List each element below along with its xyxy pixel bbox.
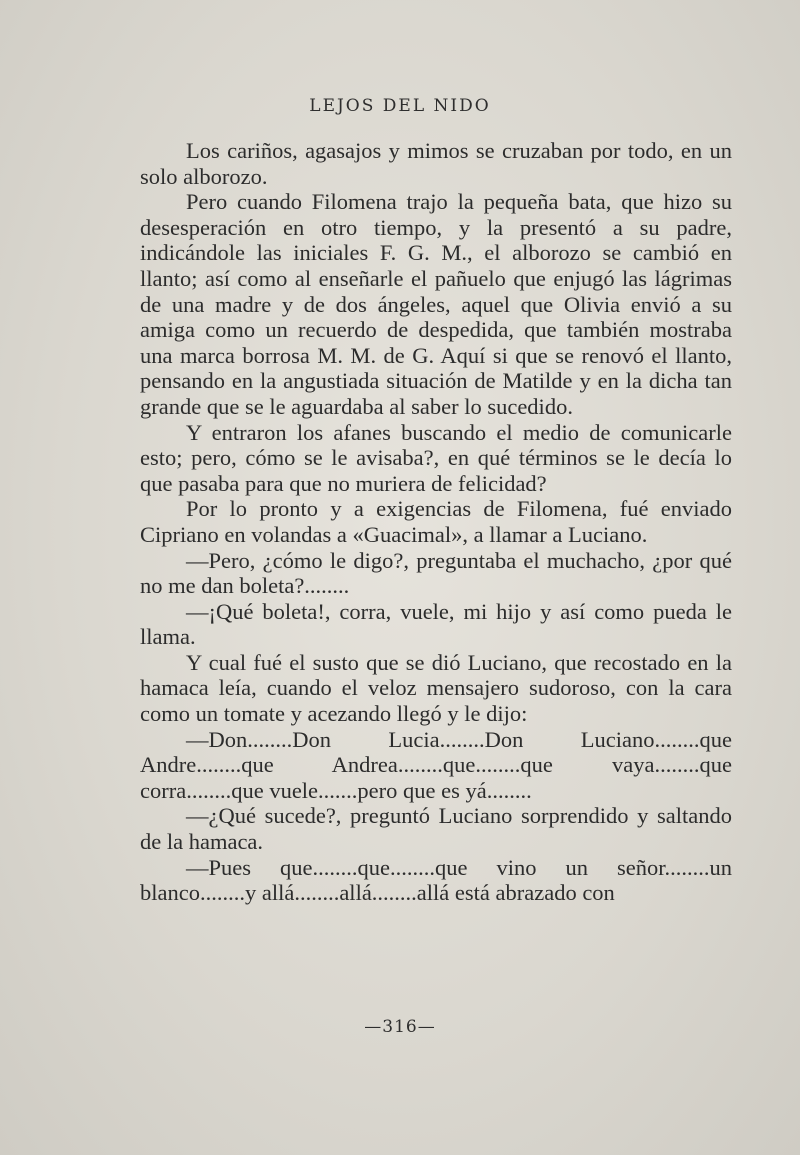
paragraph: Y cual fué el susto que se dió Luciano, que recostado en la hamaca leía, cuando el veloz mensajero sudoroso, con la cara como un tomate y acezando llegó y le dijo: [140, 649, 732, 727]
paragraph: —¡Qué boleta!, corra, vuele, mi hijo y así como pueda le llama. [140, 598, 732, 650]
page-number: —316— [364, 1017, 436, 1037]
body-text [140, 138, 732, 906]
paragraph: —Don........Don Lucia........Don Luciano........que Andre........que Andrea........que........que vaya........que corra........que vuele.......pero que es yá........ [140, 726, 732, 803]
paragraph: —Pero, ¿cómo le digo?, preguntaba el muchacho, ¿por qué no me dan boleta?........ [140, 547, 732, 599]
paragraph: —Pues que........que........que vino un señor........un blanco........y allá........allá........allá está abrazado con [140, 854, 732, 906]
paragraph: Pero cuando Filomena trajo la pequeña bata, que hizo su desesperación en otro tiempo, y la presentó a su padre, indicándole las iniciales F. G. M., el alborozo se cambió en llanto; así como al enseñarle el pañuelo que enjugó las lágrimas de una madre y de dos ángeles, aquel que Olivia envió a su amiga como un recuerdo de despedida, que también mostraba una marca borrosa M. M. de G. Aquí si que se renovó el llanto, pensando en la angustiada situación de Matilde y en la dicha tan grande que se le aguardaba al saber lo sucedido. [140, 189, 732, 419]
paragraph: Los cariños, agasajos y mimos se cruzaban por todo, en un solo alborozo. [140, 138, 732, 189]
running-head: LEJOS DEL NIDO [309, 96, 491, 116]
paragraph: —¿Qué sucede?, preguntó Luciano sorprendido y saltando de la hamaca. [140, 803, 732, 855]
paragraph: Y entraron los afanes buscando el medio de comunicarle esto; pero, cómo se le avisaba?, en qué términos se le decía lo que pasaba para que no muriera de felicidad? [140, 419, 732, 496]
paragraph: Por lo pronto y a exigencias de Filomena, fué enviado Cipriano en volandas a «Guacimal», a llamar a Luciano. [140, 496, 732, 547]
